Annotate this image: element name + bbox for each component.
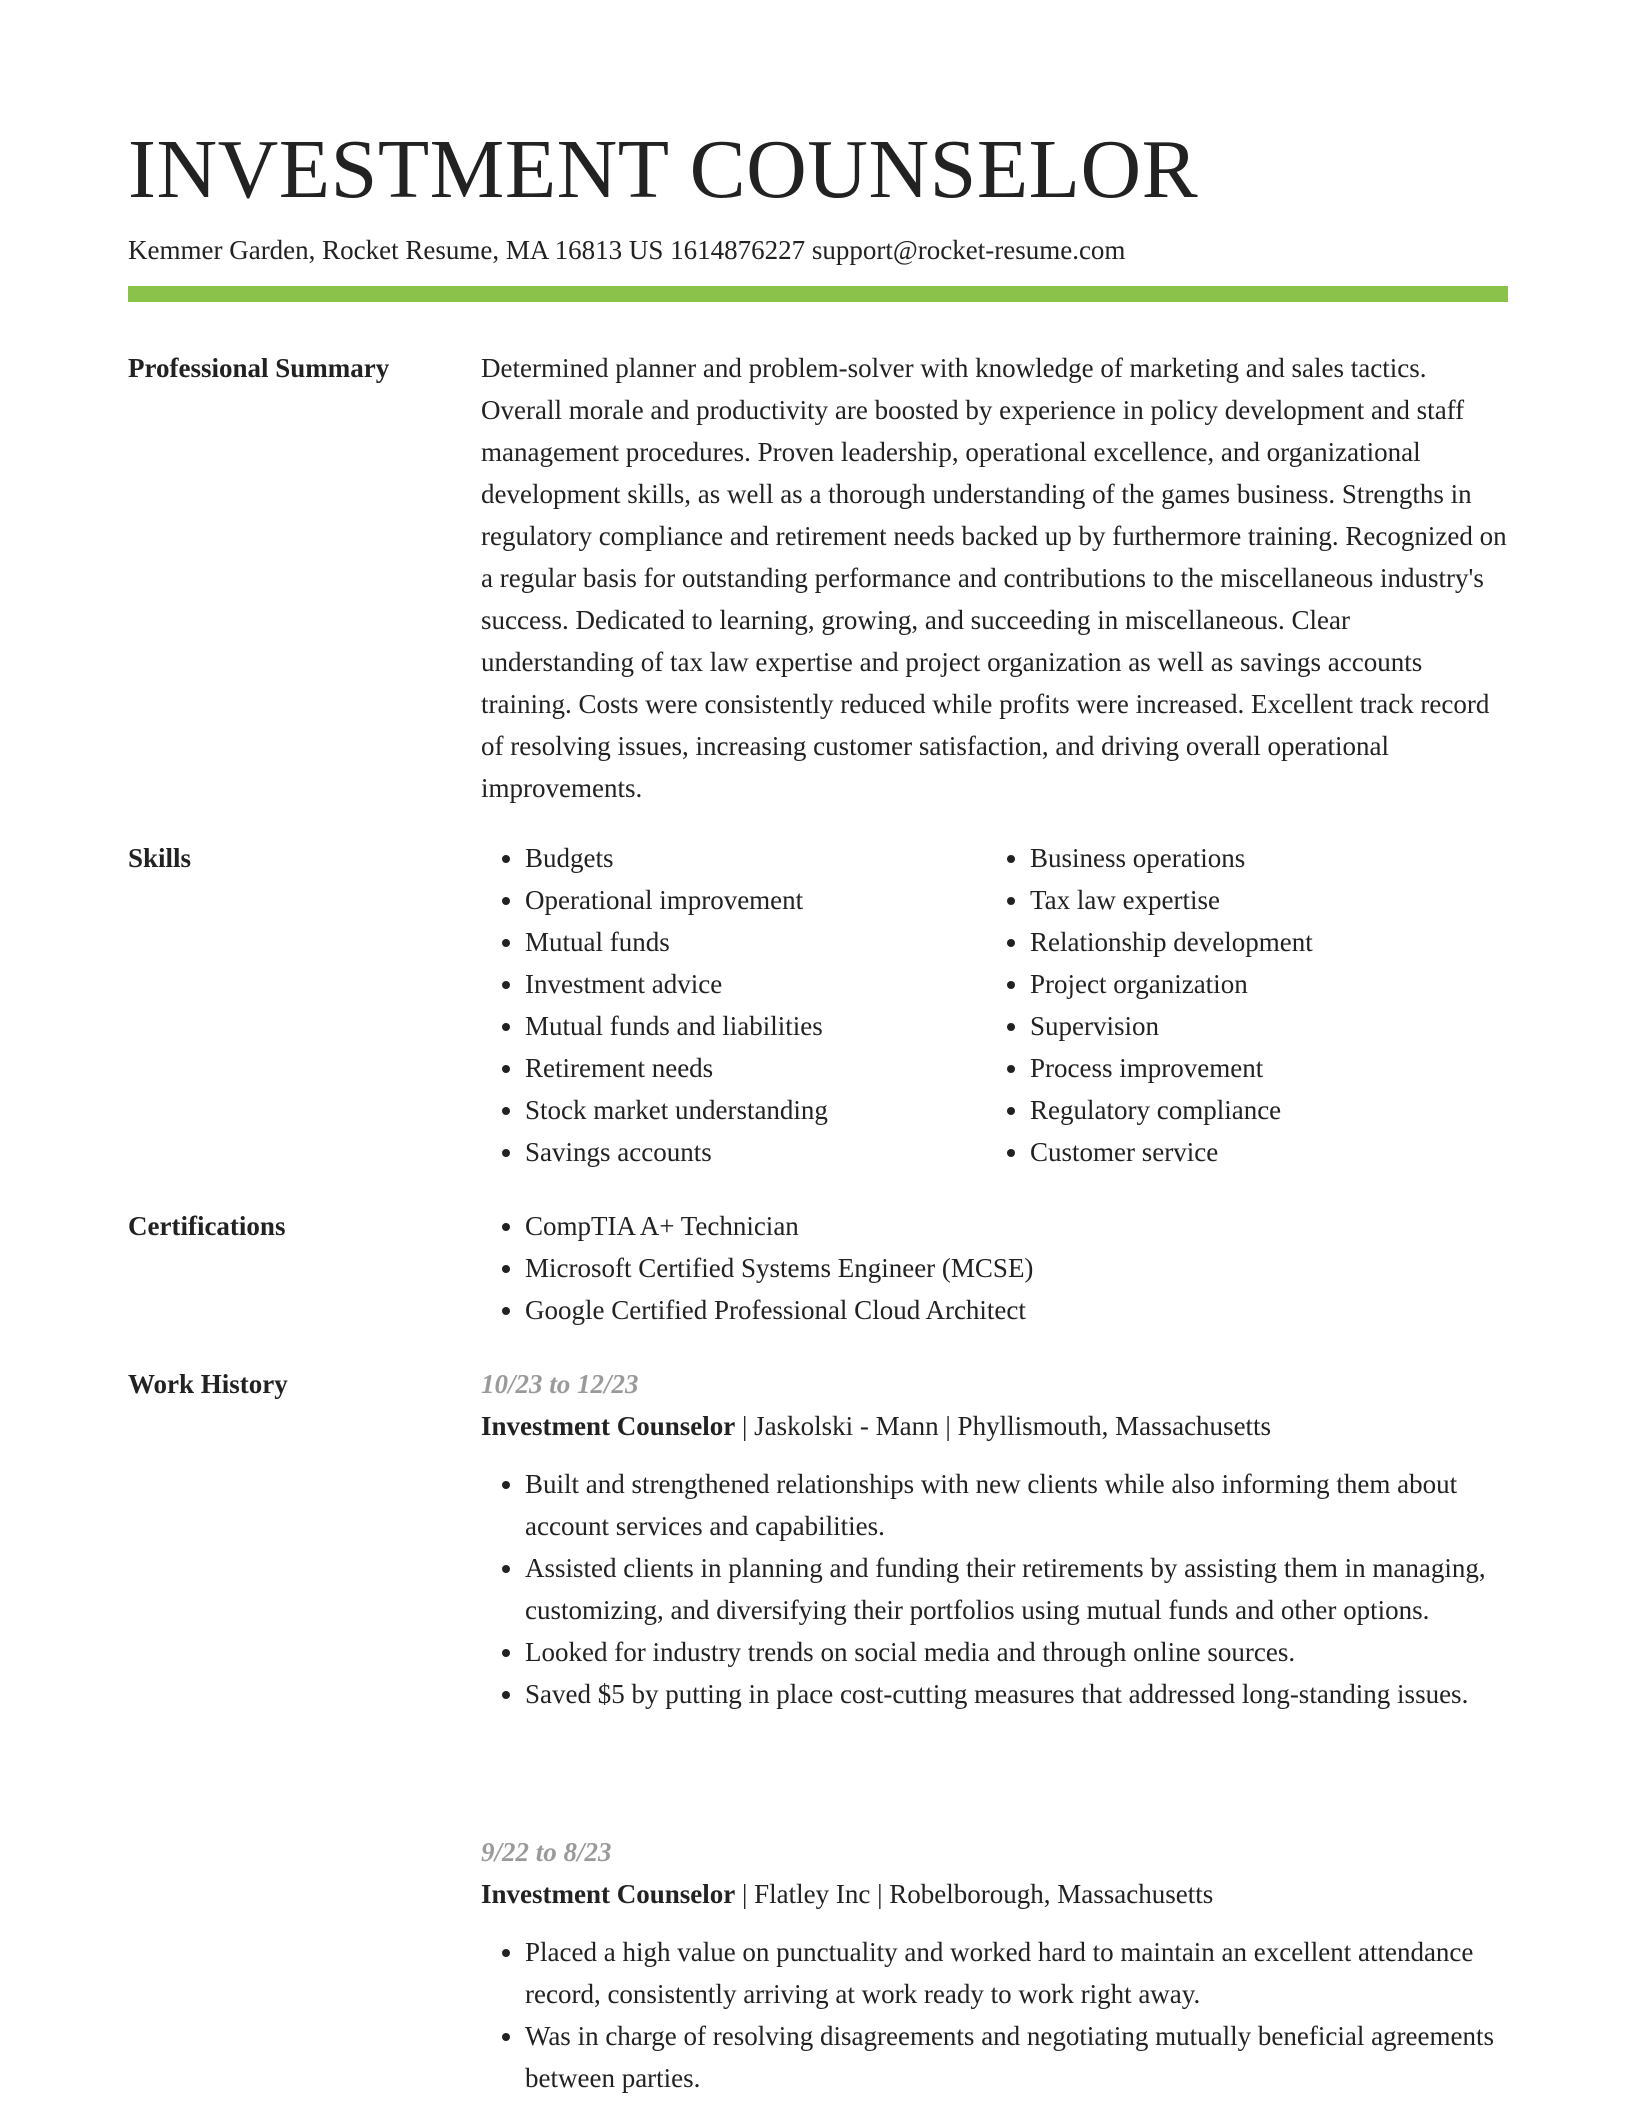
contact-line: Kemmer Garden, Rocket Resume, MA 16813 US 1614876227 support@rocket-resume.com	[128, 235, 1126, 265]
skill-item: • Stock market understanding	[525, 1089, 986, 1131]
skill-item: • Investment advice	[525, 963, 986, 1005]
skill-item: • Project organization	[1030, 963, 1491, 1005]
summary-section	[128, 347, 1508, 803]
skill-item: • Process improvement	[1030, 1047, 1491, 1089]
job-role: Investment Counselor	[481, 1879, 736, 1909]
summary-label: Professional Summary	[128, 353, 390, 383]
job-bullet: • Built and strengthened relationships with new clients while also informing them about account services and capabilities.	[525, 1463, 1509, 1547]
certifications-label: Certifications	[128, 1211, 286, 1241]
skills-column-right	[986, 837, 1491, 1173]
job-bullet: • Was in charge of resolving disagreements and negotiating mutually beneficial agreements between parties.	[525, 2015, 1509, 2099]
certifications-list	[481, 1205, 1509, 1331]
job-bullets	[481, 1931, 1509, 2099]
skill-item: • Retirement needs	[525, 1047, 986, 1089]
summary-body	[481, 347, 1509, 809]
work-history-section	[128, 1363, 1508, 2103]
job-bullet: • Saved $5 by putting in place cost-cutting measures that addressed long-standing issues.	[525, 1673, 1509, 1715]
skills-list-right	[986, 837, 1491, 1173]
certifications-body	[481, 1205, 1509, 1331]
job-bullet: • Placed a high value on punctuality and worked hard to maintain an excellent attendance record, consistently arriving at work ready to work right away.	[525, 1931, 1509, 2015]
skill-item: • Mutual funds	[525, 921, 986, 963]
skill-item: • Operational improvement	[525, 879, 986, 921]
job-title-line	[481, 1405, 1509, 1447]
skill-item: • Regulatory compliance	[1030, 1089, 1491, 1131]
skills-column-left	[481, 837, 986, 1173]
work-history-label: Work History	[128, 1369, 288, 1399]
certifications-section	[128, 1205, 1508, 1335]
skill-item: • Business operations	[1030, 837, 1491, 879]
job-bullets	[481, 1463, 1509, 1715]
resume-title: INVESTMENT COUNSELOR	[128, 123, 1199, 216]
certification-item: • Microsoft Certified Systems Engineer (MCSE)	[525, 1247, 1509, 1289]
skill-item: • Mutual funds and liabilities	[525, 1005, 986, 1047]
skill-item: • Budgets	[525, 837, 986, 879]
skill-item: • Customer service	[1030, 1131, 1491, 1173]
job-dates: 10/23 to 12/23	[481, 1369, 639, 1399]
summary-text: Determined planner and problem-solver with knowledge of marketing and sales tactics. Overall morale and productivity are boosted by experience in policy development and staff management procedures. Proven leadership, operational excellence, and organizational development skills, as well as a thorough understanding of the games business. Strengths in regulatory compliance and retirement needs backed up by furthermore training. Recognized on a regular basis for outstanding performance and contributions to the miscellaneous industry's success. Dedicated to learning, growing, and succeeding in miscellaneous. Clear understanding of tax law expertise and project organization as well as savings accounts training. Costs were consistently reduced while profits were increased. Excellent track record of resolving issues, increasing customer satisfaction, and driving overall operational improvements.	[481, 353, 1507, 803]
job-employer-location: | Jaskolski - Mann | Phyllismouth, Massachusetts	[735, 1411, 1272, 1441]
skill-item: • Relationship development	[1030, 921, 1491, 963]
certification-item: • Google Certified Professional Cloud Architect	[525, 1289, 1509, 1331]
skill-item: • Supervision	[1030, 1005, 1491, 1047]
skill-item: • Tax law expertise	[1030, 879, 1491, 921]
skills-body	[481, 837, 1509, 1177]
skills-label: Skills	[128, 843, 192, 873]
accent-divider	[128, 286, 1508, 302]
job-title-line	[481, 1873, 1509, 1915]
certification-item: • CompTIA A+ Technician	[525, 1205, 1509, 1247]
job-entry	[481, 1831, 1509, 2099]
job-role: Investment Counselor	[481, 1411, 736, 1441]
job-bullet: • Assisted clients in planning and funding their retirements by assisting them in managing, customizing, and diversifying their portfolios using mutual funds and other options.	[525, 1547, 1509, 1631]
skills-section	[128, 837, 1508, 1177]
job-bullet: • Looked for industry trends on social media and through online sources.	[525, 1631, 1509, 1673]
skills-list-left	[481, 837, 986, 1173]
skill-item: • Savings accounts	[525, 1131, 986, 1173]
job-employer-location: | Flatley Inc | Robelborough, Massachusetts	[735, 1879, 1214, 1909]
job-dates: 9/22 to 8/23	[481, 1837, 612, 1867]
job-entry	[481, 1363, 1509, 1715]
